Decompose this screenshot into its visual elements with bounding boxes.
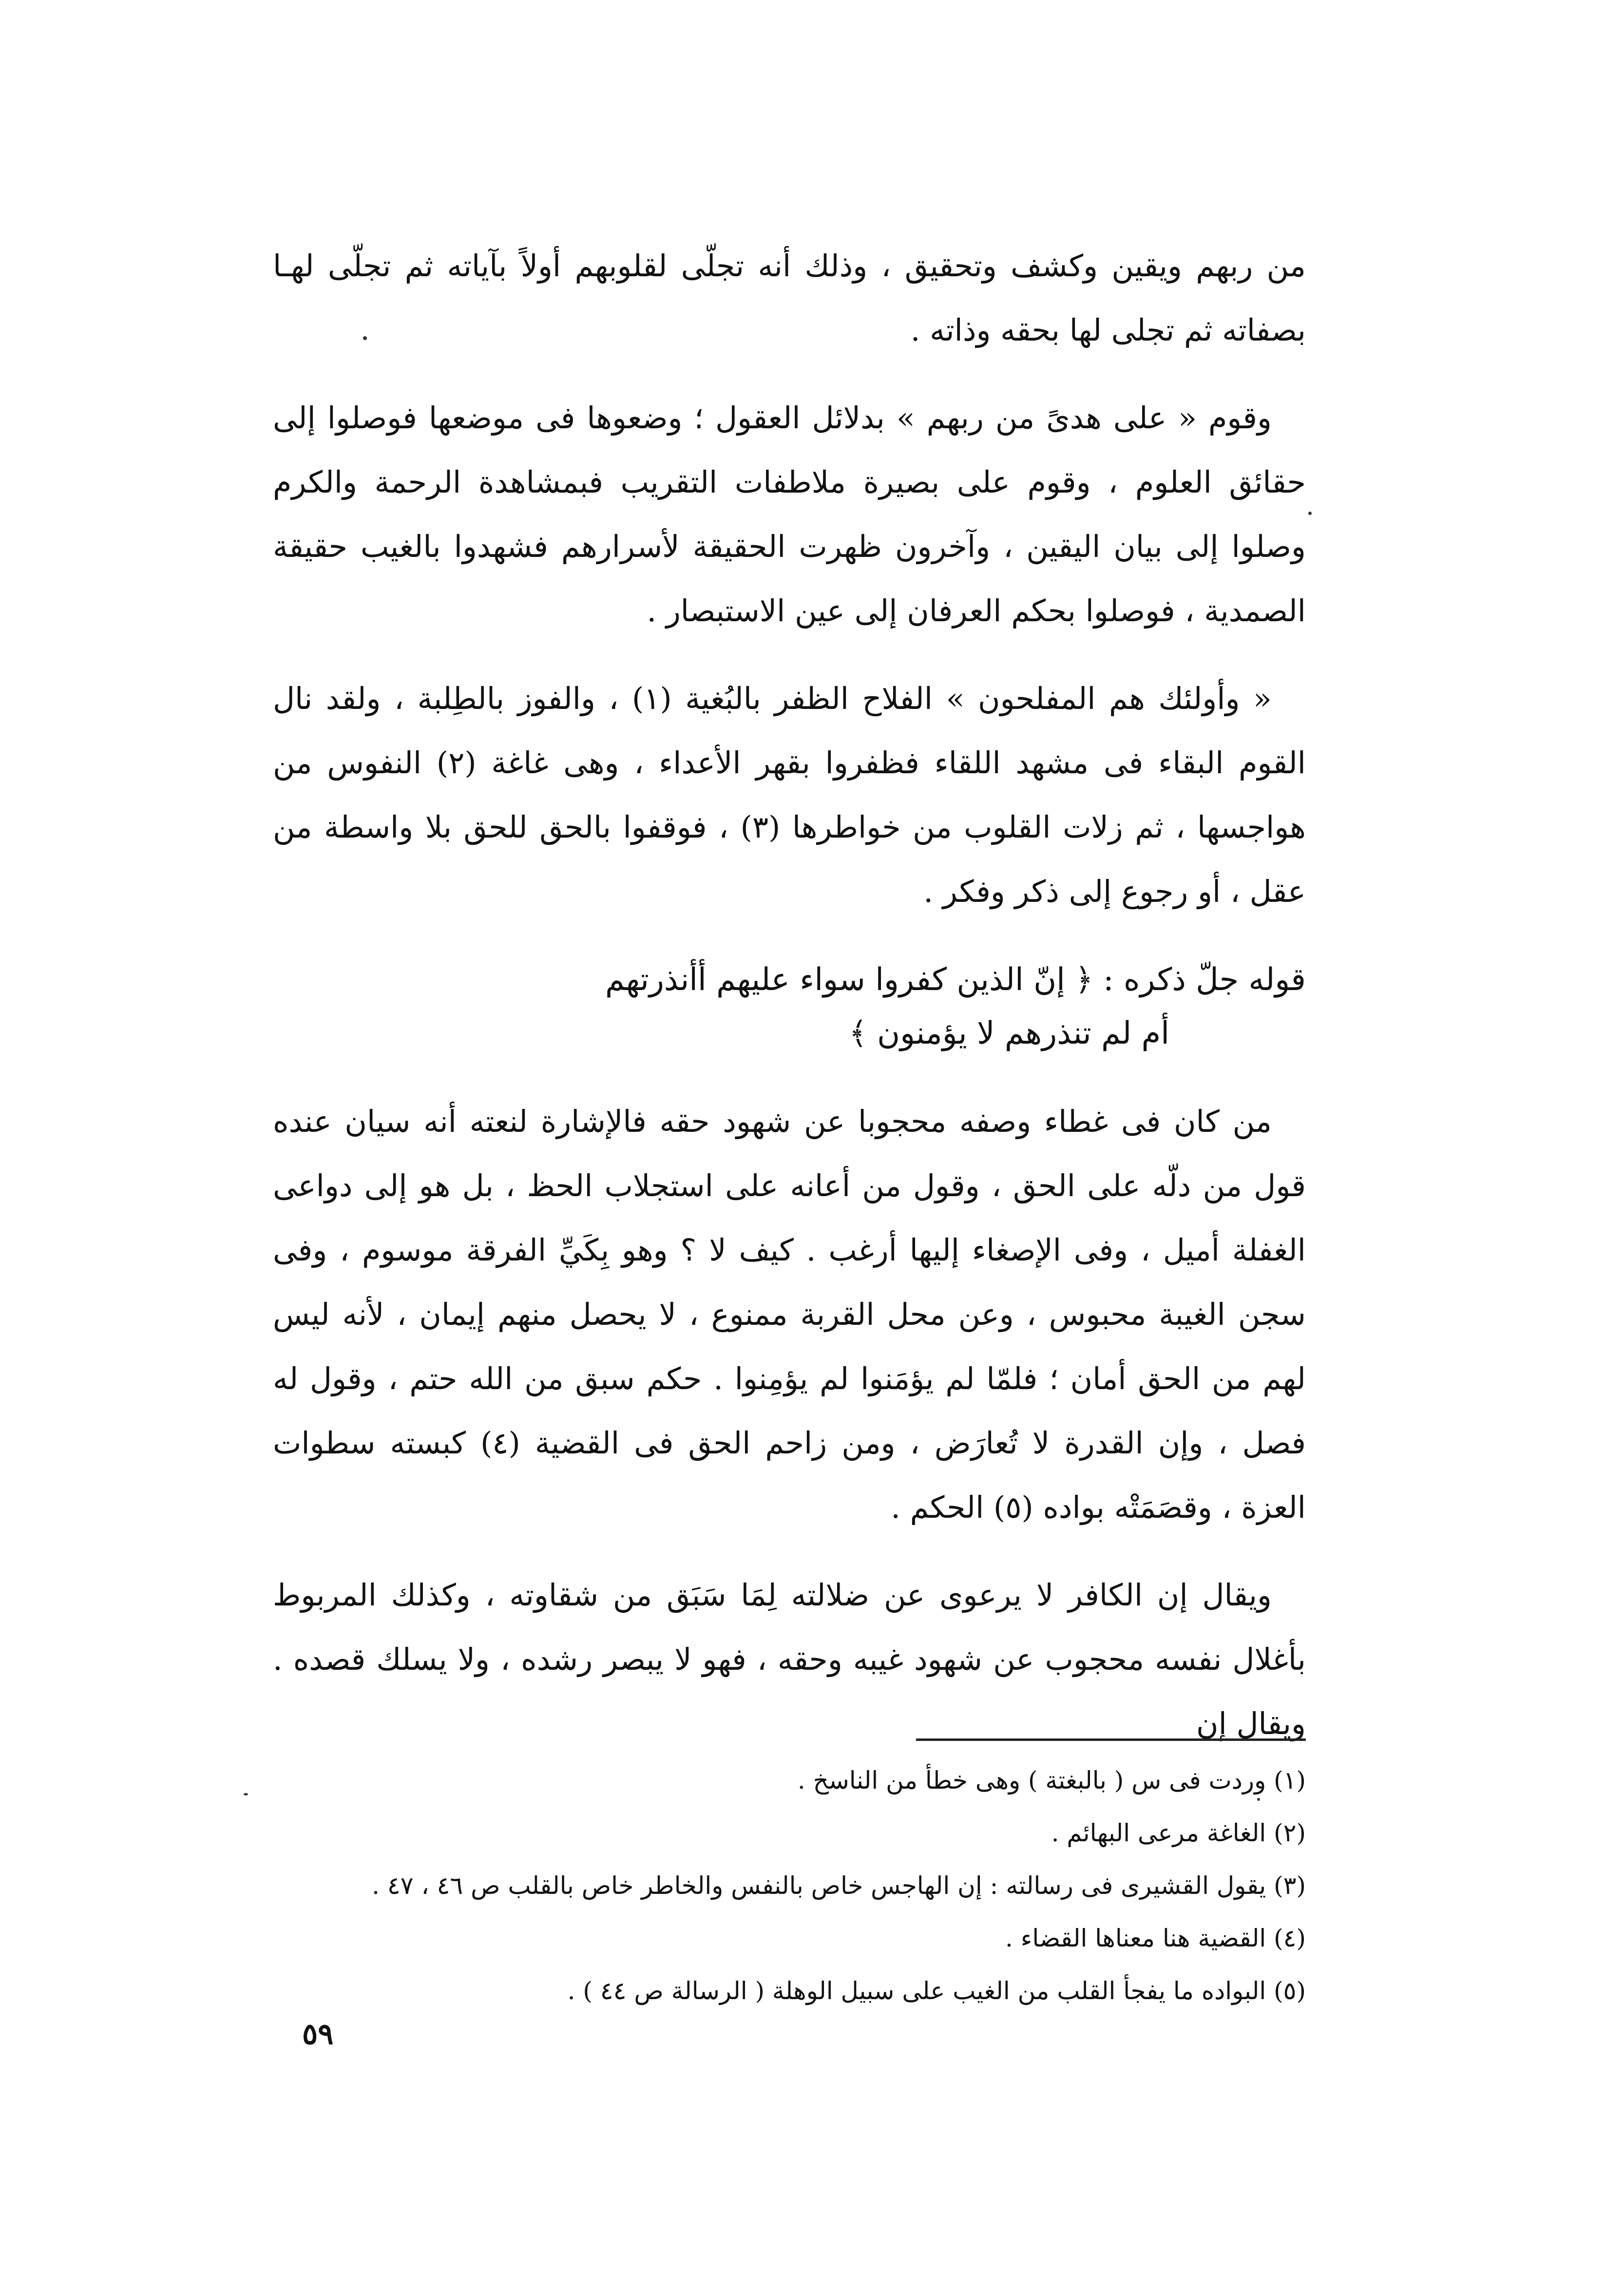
scan-speck (1308, 512, 1312, 515)
footnote-5: (٥) البواده ما يفجأ القلب من الغيب على سبيل الوهلة ( الرسالة ص ٤٤ ) . (567, 1977, 1306, 2005)
footnote-2: (٢) الغاغة مرعى البهائم . (1051, 1819, 1306, 1847)
footnote-4: (٤) القضية هنا معناها القضاء . (1005, 1924, 1306, 1952)
scan-speck (363, 336, 367, 340)
paragraph-2: وقوم « على هدىً من ربهم » بدلائل العقول ؛ وضعوها فى موضعها فوصلوا إلى حقائق العلوم ، وقوم على بصيرة ملاطفات التقريب فبمشاهدة الرحمة والكرم وصلوا إلى بيان اليقين ، وآخرون ظهرت الحقيقة لأسرارهم فشهدوا بالغيب حقيقة الصمدية ، فوصلوا بحكم العرفان إلى عين الاستبصار . (273, 400, 1306, 629)
footnote-3: (٣) يقول القشيرى فى رسالته : إن الهاجس خاص بالنفس والخاطر خاص بالقلب ص ٤٦ ، ٤٧ . (372, 1871, 1306, 1900)
paragraph-1: من ربهم ويقين وكشف وتحقيق ، وذلك أنه تجلّى لقلوبهم أولاً بآياته ثم تجلّى لهـا بصفاته ثم تجلى لها بحقه وذاته . (273, 248, 1306, 348)
footnote-divider (916, 1738, 1306, 1741)
scan-speck (1257, 1798, 1260, 1801)
footnotes (273, 1754, 1306, 2017)
quran-verse-heading (273, 953, 1306, 1060)
paragraph-4: من كان فى غطاء وصفه محجوبا عن شهود حقه فالإشارة لنعته أنه سيان عنده قول من دلّه على الحق ، وقول من أعانه على استجلاب الحظ ، بل هو إلى دواعى الغفلة أميل ، وفى الإصغاء إليها أرغب . كيف لا ؟ وهو بِكَيِّ الفرقة موسوم ، وفى سجن الغيبة محبوس ، وعن محل القربة ممنوع ، لا يحصل منهم إيمان ، لأنه ليس لهم من الحق أمان ؛ فلمّا لم يؤمَنوا لم يؤمِنوا . حكم سبق من الله حتم ، وقول له فصل ، وإن القدرة لا تُعارَض ، ومن زاحم الحق فى القضية (٤) كبسته سطوات العزة ، وقصَمَتْه بواده (٥) الحكم . (273, 1104, 1306, 1525)
footnote-1: (١) وردت فى س ( بالبغتة ) وهى خطأ من الناسخ . (797, 1766, 1306, 1795)
paragraph-5: ويقال إن الكافر لا يرعوى عن ضلالته لِمَا سَبَق من شقاوته ، وكذلك المربوط بأغلال نفسه محجوب عن شهود غيبه وحقه ، فهو لا يبصر رشده ، ولا يسلك قصده . ويقال إن (273, 1577, 1306, 1741)
verse-line-2: أم لم تنذرهم لا يؤمنون ﴾ (849, 1015, 1169, 1051)
main-text (273, 234, 1306, 1779)
page-number: ٥٩ (302, 2017, 334, 2051)
verse-line-1: قوله جلّ ذكره : ﴿ إنّ الذين كفروا سواء عليهم أأنذرتهم (605, 962, 1306, 998)
scan-speck (244, 1793, 248, 1795)
paragraph-3: « وأولئك هم المفلحون » الفلاح الظفر بالبُغية (١) ، والفوز بالطِلبة ، ولقد نال القوم البقاء فى مشهد اللقاء فظفروا بقهر الأعداء ، وهى غاغة (٢) النفوس من هواجسها ، ثم زلات القلوب من خواطرها (٣) ، فوقفوا بالحق للحق بلا واسطة من عقل ، أو رجوع إلى ذكر وفكر . (273, 681, 1306, 909)
